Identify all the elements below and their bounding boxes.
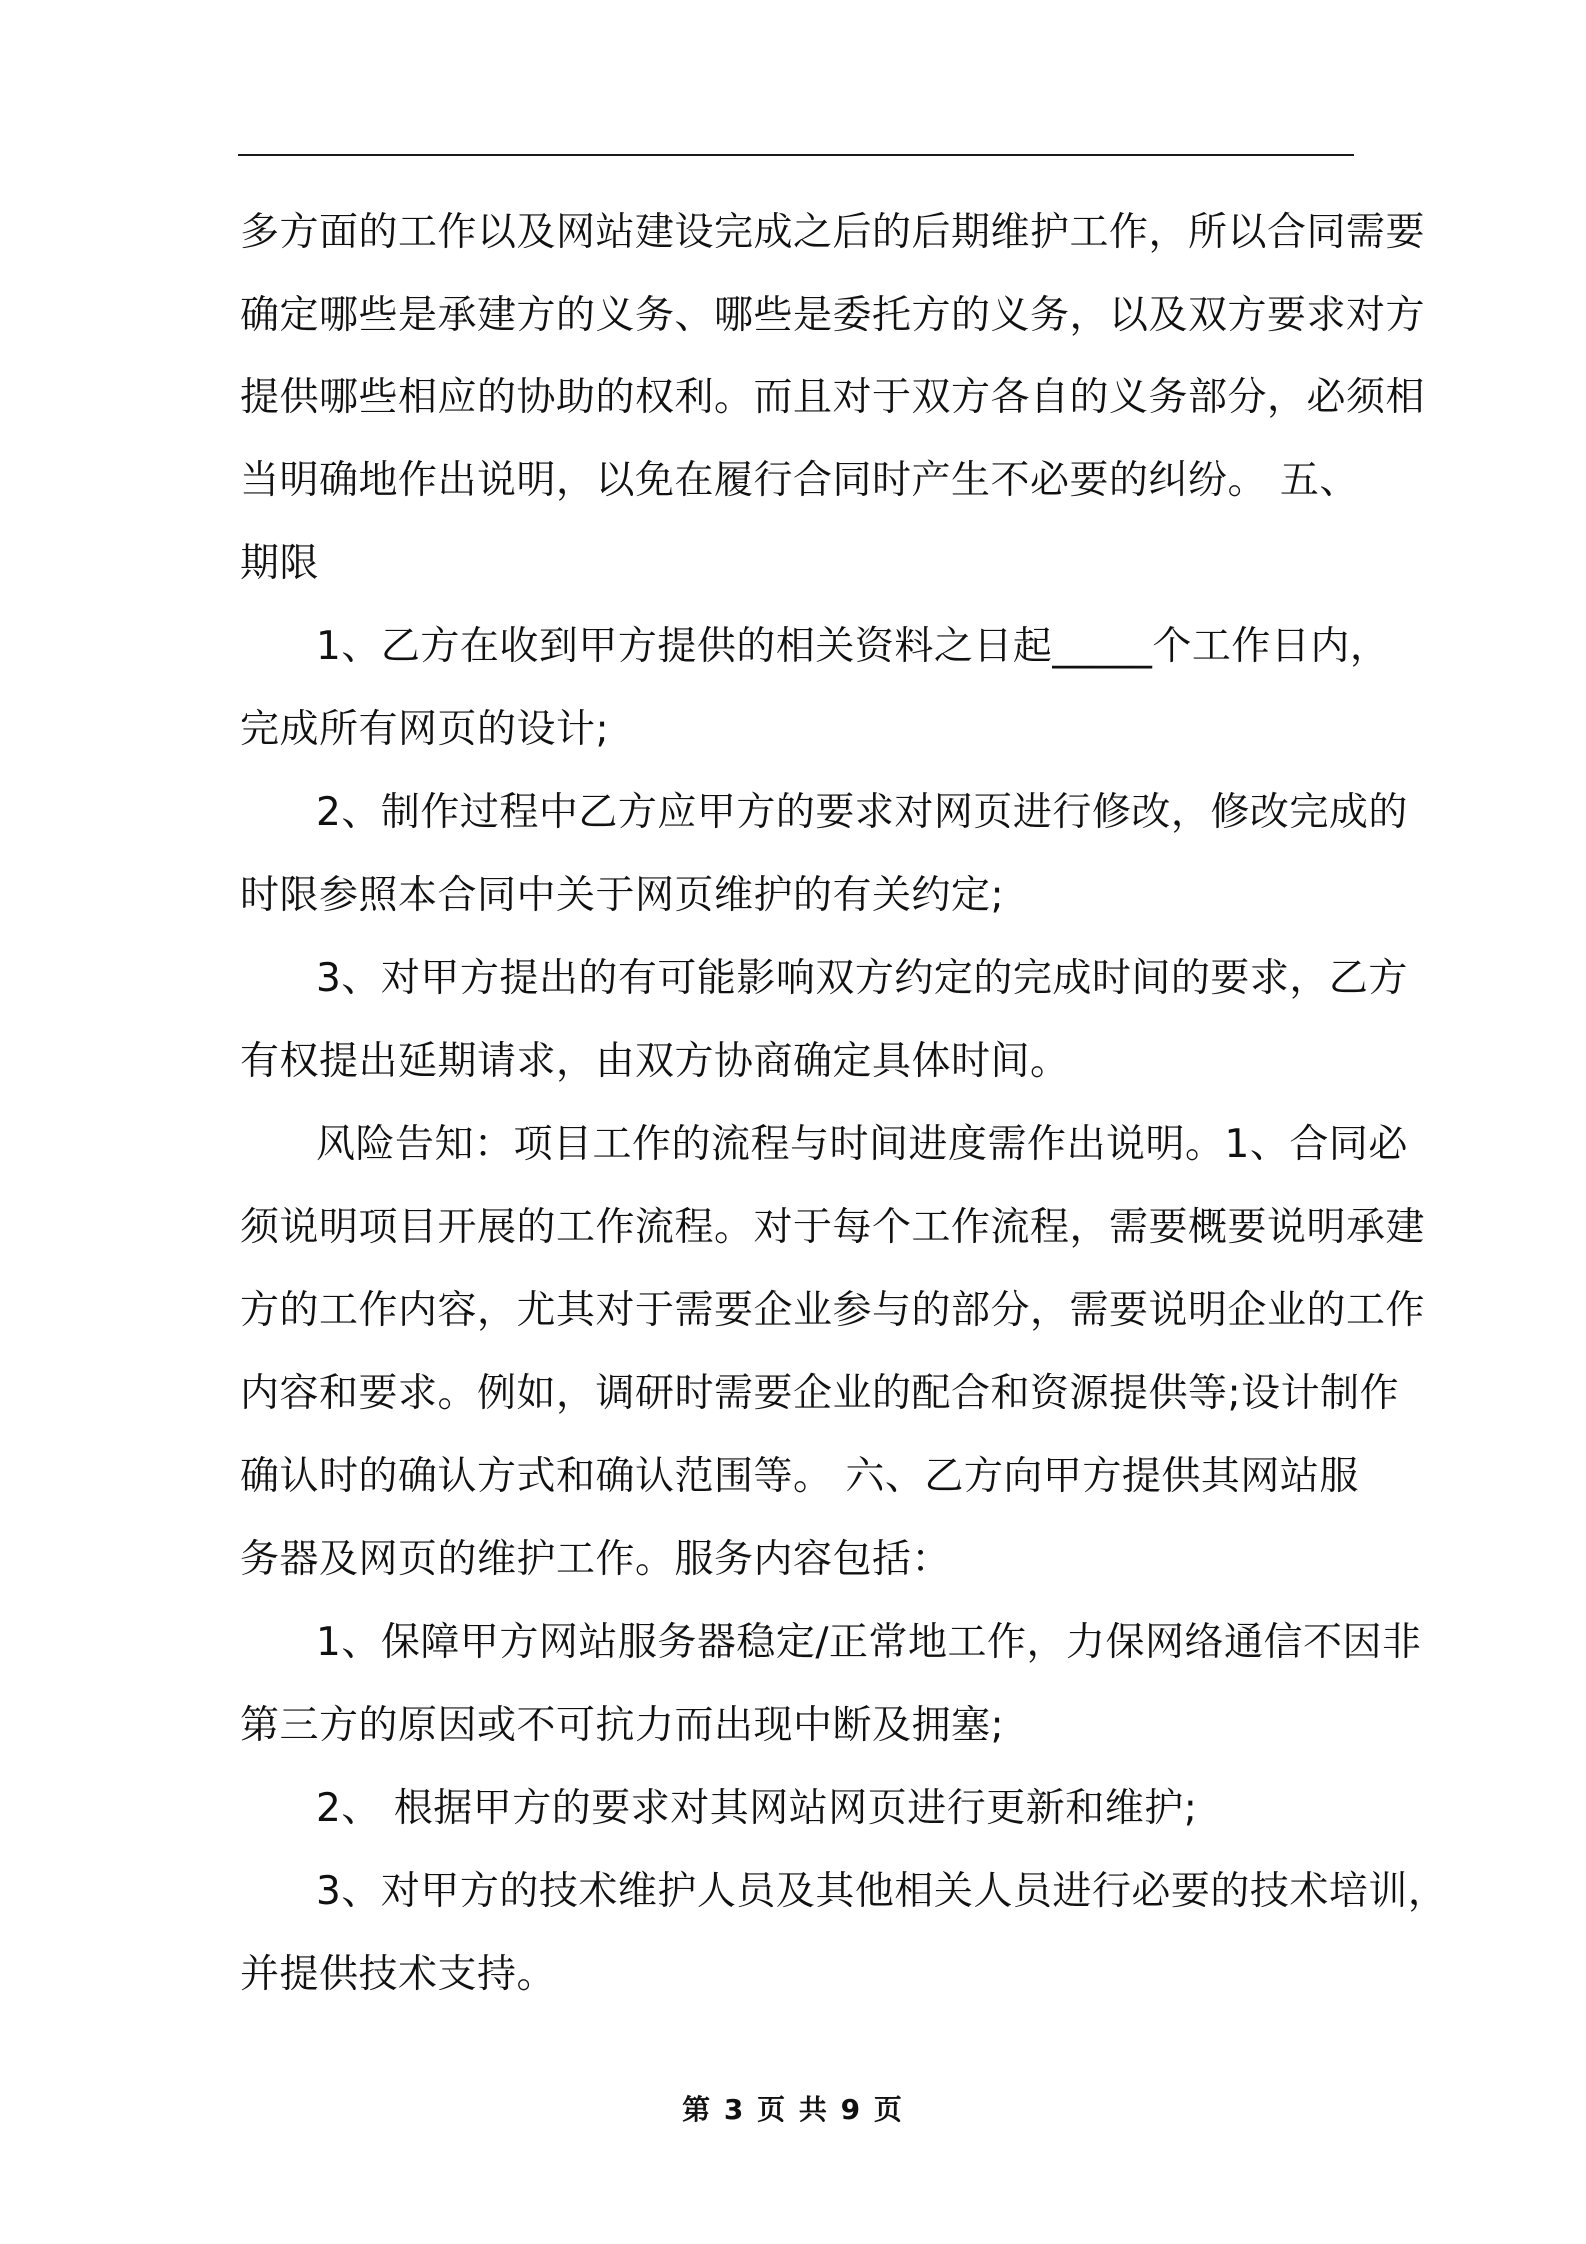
body-line-21: 3、对甲方的技术维护人员及其他相关人员进行必要的技术培训，	[316, 1869, 1448, 1914]
header-divider	[238, 154, 1354, 156]
page-number: 第 3 页 共 9 页	[682, 2093, 904, 2126]
body-line-17: 务器及网页的维护工作。服务内容包括：	[240, 1537, 952, 1582]
body-line-9: 时限参照本合同中关于网页维护的有关约定;	[240, 873, 1005, 918]
body-line-16: 确认时的确认方式和确认范围等。 六、乙方向甲方提供其网站服	[240, 1454, 1359, 1499]
body-line-3: 提供哪些相应的协助的权利。而且对于双方各自的义务部分，必须相	[240, 375, 1426, 420]
body-line-22: 并提供技术支持。	[240, 1952, 557, 1997]
body-line-1: 多方面的工作以及网站建设完成之后的后期维护工作，所以合同需要	[240, 210, 1426, 255]
body-line-5: 期限	[240, 541, 320, 586]
body-line-12: 风险告知：项目工作的流程与时间进度需作出说明。1、合同必	[316, 1122, 1408, 1167]
body-line-18: 1、保障甲方网站服务器稳定/正常地工作，力保网络通信不因非	[316, 1620, 1422, 1665]
body-line-19: 第三方的原因或不可抗力而出现中断及拥塞;	[240, 1703, 1005, 1748]
body-line-2: 确定哪些是承建方的义务、哪些是委托方的义务，以及双方要求对方	[240, 293, 1426, 338]
body-line-15: 内容和要求。例如，调研时需要企业的配合和资源提供等;设计制作	[240, 1371, 1400, 1416]
body-line-6: 1、乙方在收到甲方提供的相关资料之日起_____个工作日内，	[316, 624, 1390, 669]
body-line-13: 须说明项目开展的工作流程。对于每个工作流程，需要概要说明承建	[240, 1205, 1426, 1250]
body-line-4: 当明确地作出说明，以免在履行合同时产生不必要的纠纷。 五、	[240, 458, 1359, 503]
body-line-14: 方的工作内容，尤其对于需要企业参与的部分，需要说明企业的工作	[240, 1288, 1426, 1333]
body-line-8: 2、制作过程中乙方应甲方的要求对网页进行修改，修改完成的	[316, 790, 1408, 835]
body-line-10: 3、对甲方提出的有可能影响双方约定的完成时间的要求，乙方	[316, 956, 1408, 1001]
body-line-7: 完成所有网页的设计;	[240, 707, 610, 752]
body-line-20: 2、 根据甲方的要求对其网站网页进行更新和维护;	[316, 1786, 1198, 1831]
body-line-11: 有权提出延期请求，由双方协商确定具体时间。	[240, 1039, 1070, 1084]
